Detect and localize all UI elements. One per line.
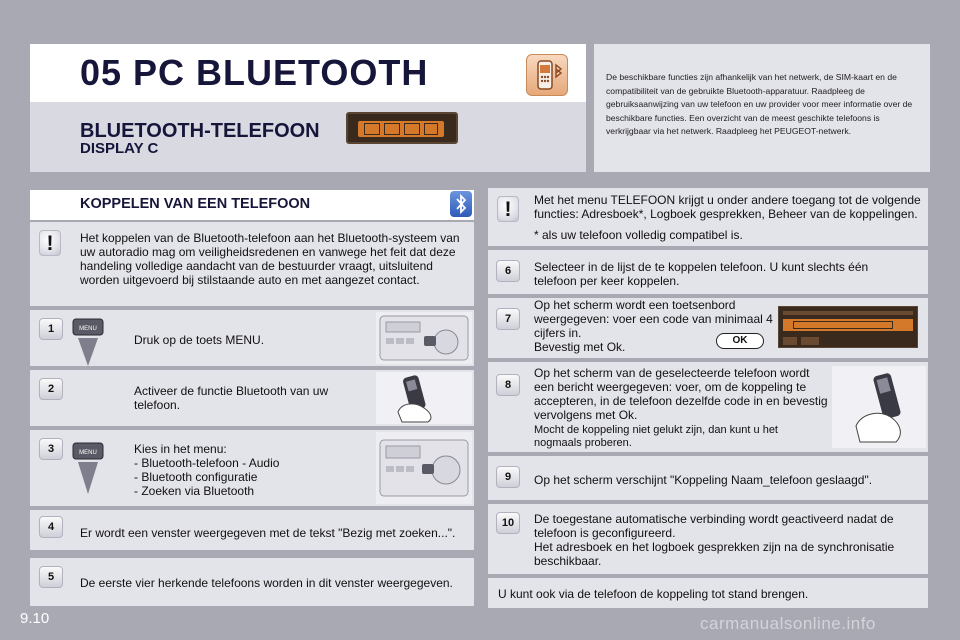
step-5-badge: 5 — [39, 566, 63, 588]
koppelen-title: KOPPELEN VAN EEN TELEFOON — [80, 196, 311, 212]
info-text: De beschikbare functies zijn afhankelijk van het netwerk, de SIM-kaart en de compatibiliteit van de gebruikte Bluetooth-apparatuur. Raadpleeg de gebruiksaanwijzing van uw telefoon en uw provider voor meer informatie over de beschikbare functies. Een overzicht van de meest geschikte telefoons is verkrijgbaar via het netwerk. Raadpleeg het PEUGEOT-netwerk. — [606, 72, 913, 136]
step-8-text: Op het scherm van de geselecteerde telefoon wordt een bericht weergegeven: voer, om de koppeling te accepteren, in de telefoon dezelfde code in en bevestig vervolgens met Ok. — [534, 366, 828, 422]
safety-note: Het koppelen van de Bluetooth-telefoon aan het Bluetooth-systeem van uw autoradio mag om veiligheidsredenen en vanwege het feit dat deze handeling volledige aandacht van de bestuurder vraagt, uitsluitend worden uitgevoerd bij stilstaande auto en met aangezet contact. — [80, 231, 460, 287]
exclamation-icon: ! — [39, 230, 61, 256]
radio-panel-icon — [376, 432, 472, 504]
step-1-badge: 1 — [39, 318, 63, 340]
step-10-text: De toegestane automatische verbinding wordt geactiveerd nadat de telefoon is geconfigureerd. Het adresboek en het logboek gesprekken zijn na de synchronisatie beschikbaar. — [534, 512, 895, 568]
radio-panel-icon — [376, 312, 472, 364]
page-number: 9.10 — [20, 610, 50, 627]
final-note: U kunt ook via de telefoon de koppeling tot stand brengen. — [498, 587, 809, 601]
hand-phone-icon — [832, 366, 926, 448]
step-9-badge: 9 — [496, 466, 520, 488]
step-2-text: Activeer de functie Bluetooth van uw telefoon. — [134, 384, 329, 412]
section-title: BLUETOOTH-TELEFOON — [80, 120, 320, 142]
step-8-text-small: Mocht de koppeling niet gelukt zijn, dan kunt u het nogmaals proberen. — [534, 424, 778, 449]
exclamation-icon: ! — [497, 196, 519, 222]
menu-key-label: MENU — [79, 450, 97, 456]
step-4-badge: 4 — [39, 516, 63, 538]
menu-key-label: MENU — [79, 326, 97, 332]
step-7-badge: 7 — [496, 308, 520, 330]
step-8-badge: 8 — [496, 374, 520, 396]
chapter-title: 05 PC BLUETOOTH — [80, 52, 429, 93]
phone-bluetooth-icon — [526, 54, 568, 96]
step-2-badge: 2 — [39, 378, 63, 400]
ok-button: OK — [716, 333, 764, 349]
step-6-text: Selecteer in de lijst de te koppelen telefoon. U kunt slechts één telefoon per keer koppelen. — [534, 260, 869, 288]
section-subtitle: DISPLAY C — [80, 140, 159, 157]
step-10-badge: 10 — [496, 512, 520, 534]
display-screen-icon — [778, 306, 918, 348]
step-9-text: Op het scherm verschijnt "Koppeling Naam_telefoon geslaagd". — [534, 473, 873, 487]
watermark: carmanualsonline.info — [700, 614, 876, 633]
menu-key-icon — [70, 440, 106, 496]
hand-phone-icon — [376, 372, 472, 424]
step-6-badge: 6 — [496, 260, 520, 282]
menu-footnote: * als uw telefoon volledig compatibel is. — [534, 228, 743, 242]
bluetooth-icon — [450, 191, 472, 217]
step-4-text: Er wordt een venster weergegeven met de tekst "Bezig met zoeken...". — [80, 526, 456, 540]
menu-key-icon — [70, 316, 106, 368]
display-screen-icon — [346, 112, 458, 144]
step-3-text: Kies in het menu: - Bluetooth-telefoon - Audio - Bluetooth configuratie - Zoeken via Bluetooth — [134, 442, 280, 498]
menu-note: Met het menu TELEFOON krijgt u onder andere toegang tot de volgende functies: Adresboek*, Logboek gesprekken, Beheer van de koppelingen. — [534, 193, 921, 221]
step-1-text: Druk op de toets MENU. — [134, 333, 265, 347]
step-7-text: Op het scherm wordt een toetsenbord weergegeven: voer een code van minimaal 4 cijfers in. Bevestig met Ok. — [534, 298, 773, 354]
step-5-text: De eerste vier herkende telefoons worden in dit venster weergegeven. — [80, 576, 453, 590]
step-3-badge: 3 — [39, 438, 63, 460]
